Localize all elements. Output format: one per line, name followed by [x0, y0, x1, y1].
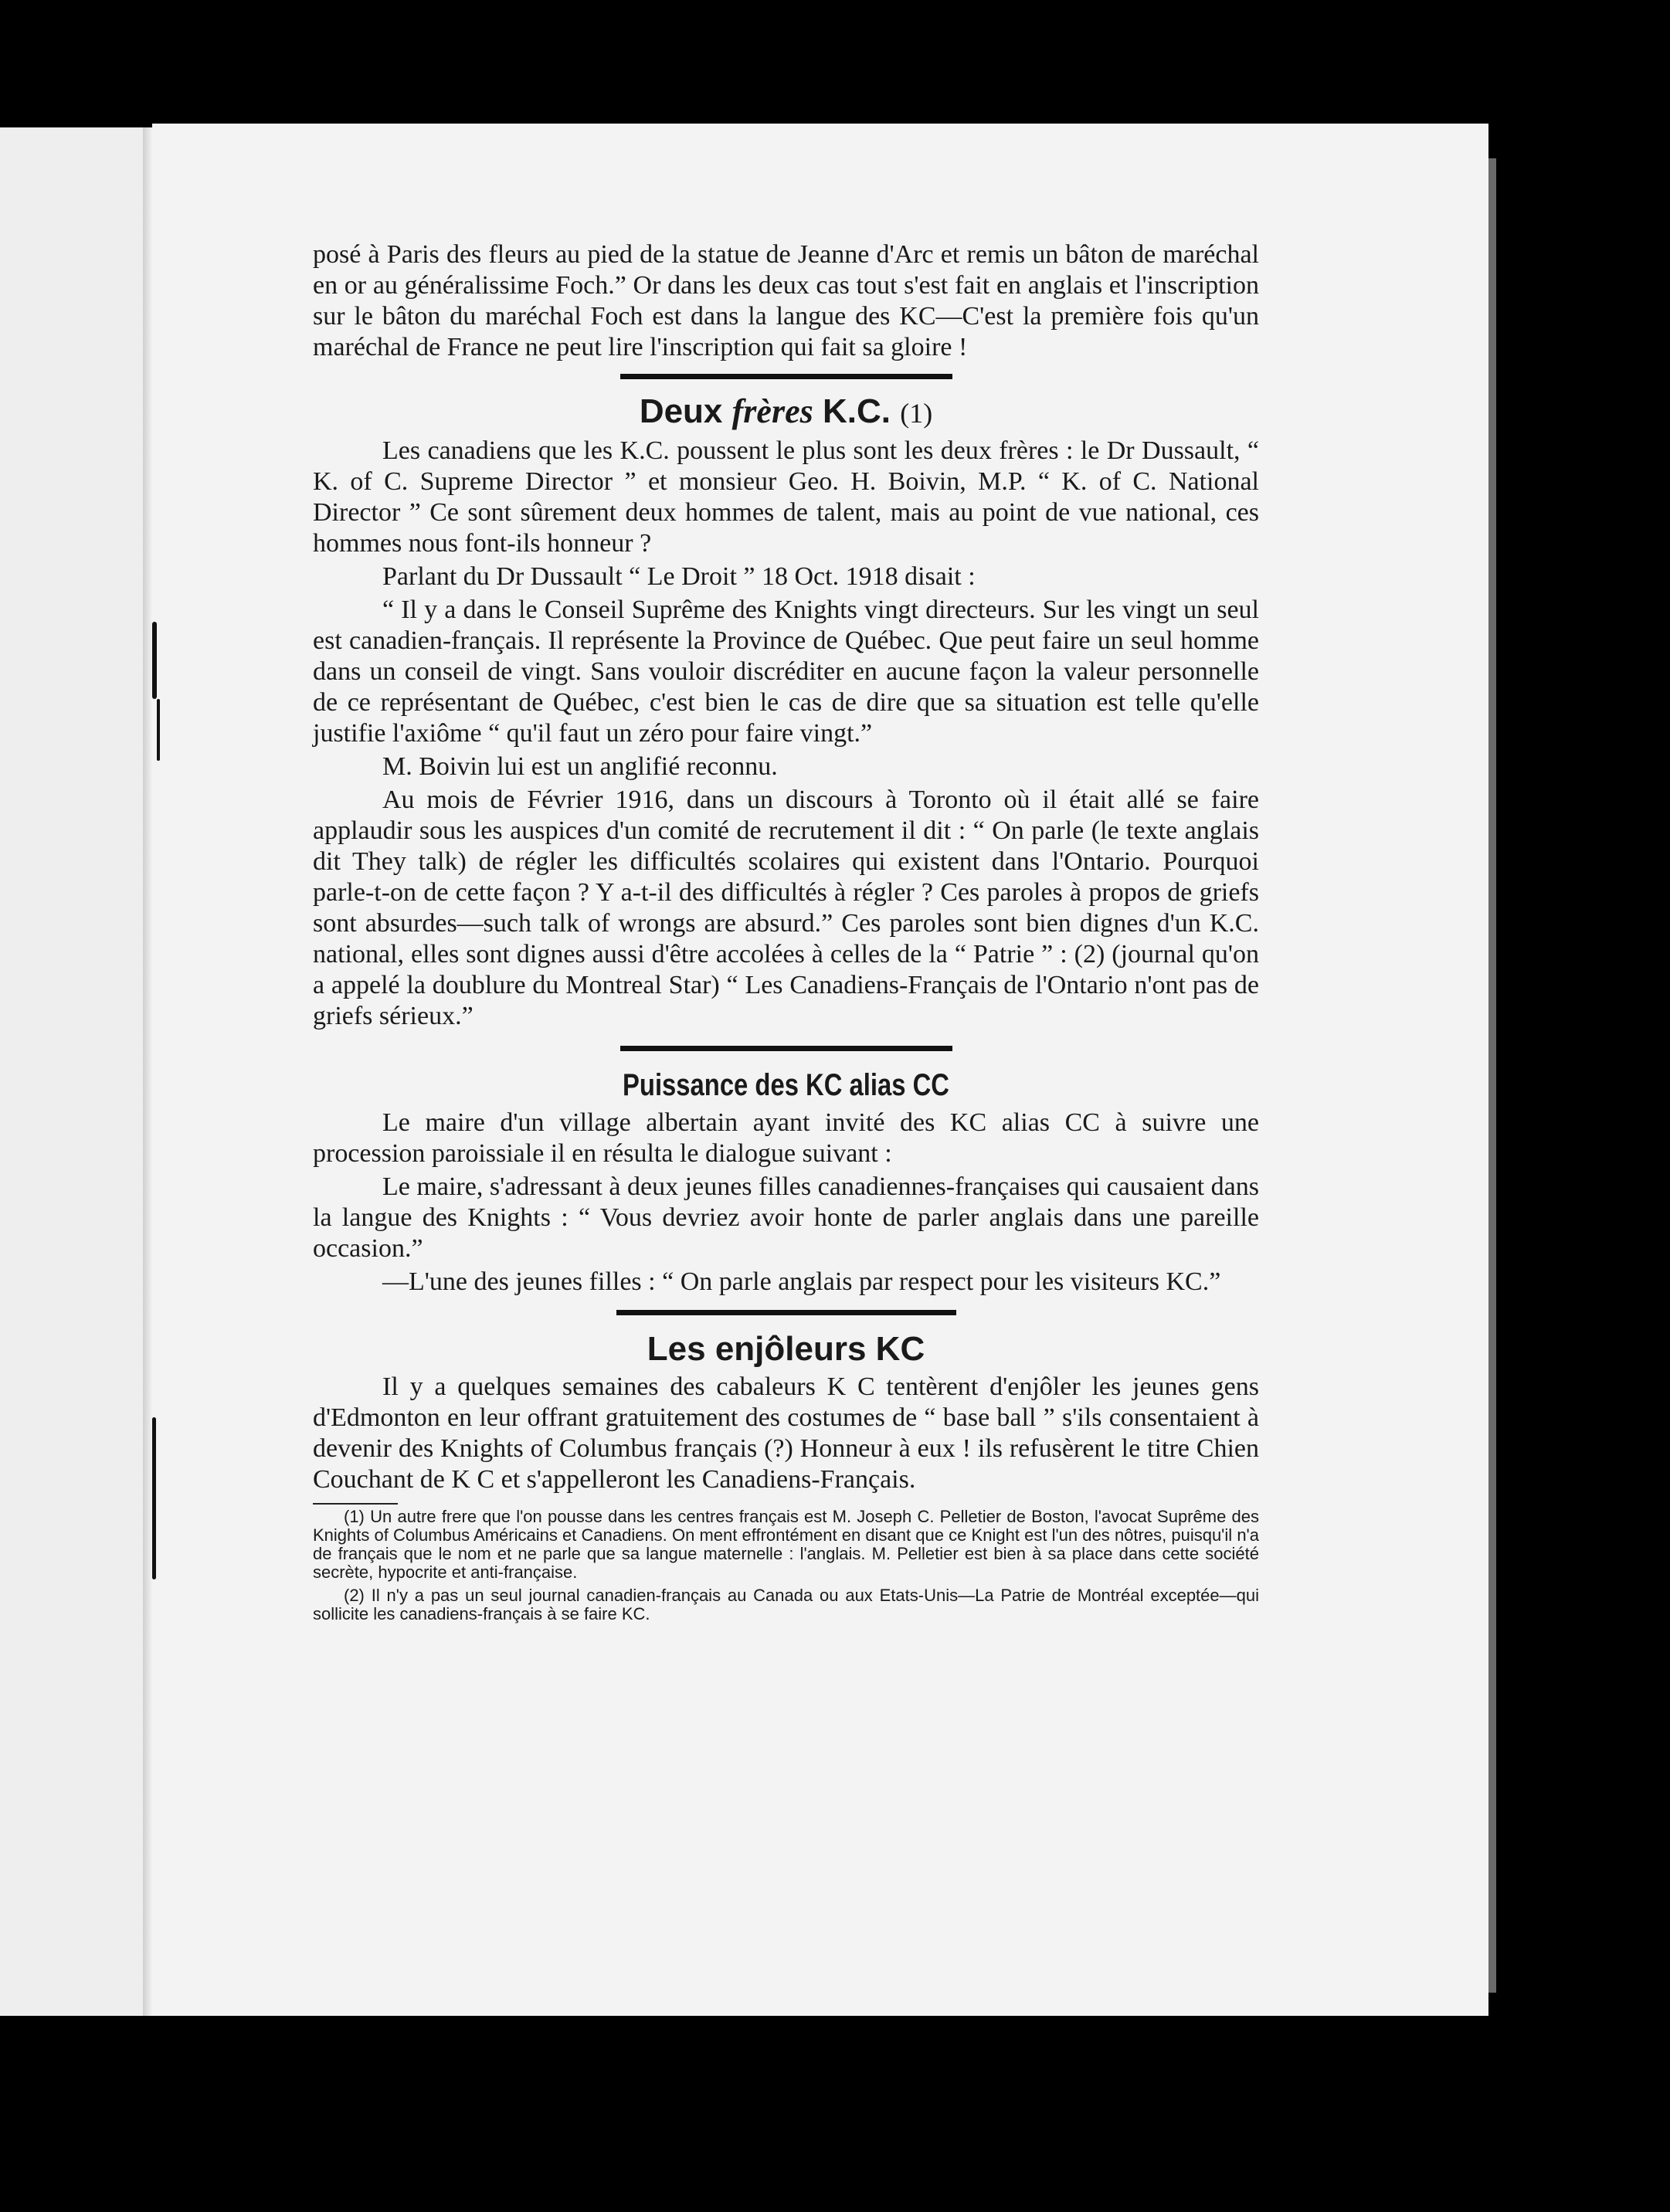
heading-text: Deux — [639, 392, 732, 430]
footnote-divider — [313, 1503, 398, 1505]
paragraph: Les canadiens que les K.C. poussent le plus sont les deux frères : le Dr Dussault, “ K. of C. Supreme Director ” et monsieur Geo. H. Boivin, M.P. “ K. of C. National Director ” Ce sont sûrement deux hommes de talent, mais au point de vue national, ces hommes nous font-ils honneur ? — [313, 436, 1259, 558]
section-divider — [620, 374, 952, 379]
paragraph: Au mois de Février 1916, dans un discours à Toronto où il était allé se faire applaudir sous les auspices d'un comité de recrutement il dit : “ On parle (le texte anglais dit They talk) de régler les difficultés scolaires qui existent dans l'Ontario. Pourquoi parle-t-on de cette façon ? Y a-t-il des difficultés à régler ? Ces paroles à propos de griefs sont absurdes—such talk of wrongs are absurd.” Ces paroles sont bien dignes d'un K.C. national, elles sont dignes aussi d'être accolées à celles de la “ Patrie ” : (2) (journal qu'on a appelé la doublure du Montreal Star) “ Les Canadiens-Français de l'Ontario n'ont pas de griefs sérieux.” — [313, 785, 1259, 1030]
page-content — [313, 239, 1259, 1623]
section-deux-freres — [313, 392, 1259, 1032]
footnote-marker: (1) — [900, 398, 933, 429]
heading-text: K.C. — [813, 392, 891, 430]
section-divider — [620, 1046, 952, 1051]
paragraph: Le maire d'un village albertain ayant invité des KC alias CC à suivre une procession paroissiale il en résulta le dialogue suivant : — [313, 1108, 1259, 1168]
section-heading: Les enjôleurs KC — [647, 1330, 925, 1368]
section-heading: Puissance des KC alias CC — [623, 1068, 949, 1102]
quotation-paragraph: “ Il y a dans le Conseil Suprême des Knights vingt directeurs. Sur les vingt un seul est canadien-français. Il représente la Province de Québec. Que peut faire un seul homme dans un conseil de vingt. Sans vouloir discréditer en aucune façon la valeur personnelle de ce représentant de Québec, c'est bien le cas de dire que sa situation est telle qu'elle justifie l'axiôme “ qu'il faut un zéro pour faire vingt.” — [313, 595, 1259, 748]
heading-italic-text: frères — [731, 392, 813, 430]
binding-mark — [152, 1417, 156, 1579]
footnote: (2) Il n'y a pas un seul journal canadien-français au Canada ou aux Etats-Unis—La Patrie de Montréal exceptée—qui sollicite les canadiens-français à se faire KC. — [313, 1586, 1259, 1623]
section-heading — [313, 392, 1259, 433]
page-gutter — [143, 127, 152, 2016]
opening-paragraph: posé à Paris des fleurs au pied de la statue de Jeanne d'Arc et remis un bâton de maréchal en or au généralissime Foch.” Or dans les deux cas tout s'est fait en anglais et l'inscription sur le bâton du maréchal Foch est dans la langue des KC—C'est la première fois qu'un maréchal de France ne peut lire l'inscription qui fait sa gloire ! — [313, 240, 1259, 361]
binding-mark — [157, 699, 160, 761]
binding-mark — [152, 622, 157, 699]
paragraph: Le maire, s'adressant à deux jeunes filles canadiennes-françaises qui causaient dans la langue des Knights : “ Vous devriez avoir honte de parler anglais dans une pareille occasion.” — [313, 1172, 1259, 1263]
section-puissance — [313, 1065, 1259, 1298]
paragraph: Parlant du Dr Dussault “ Le Droit ” 18 Oct. 1918 disait : — [382, 562, 976, 591]
paragraph: Il y a quelques semaines des cabaleurs K C tentèrent d'enjôler les jeunes gens d'Edmonton en leur offrant gratuitement des costumes de “ base ball ” s'ils consentaient à devenir des Knights of Columbus français (?) Honneur à eux ! ils refusèrent le titre Chien Couchant de K C et s'appelleront les Canadiens-Français. — [313, 1372, 1259, 1494]
footnote: (1) Un autre frere que l'on pousse dans les centres français est M. Joseph C. Pelletier de Boston, l'avocat Suprême des Knights of Columbus Américains et Canadiens. On ment effrontément en disant que ce Knight est l'un des nôtres, puisqu'il n'a de français que le nom et ne parle que sa langue maternelle : l'anglais. M. Pelletier est bien à sa place dans cette société secrète, hypocrite et anti-française. — [313, 1507, 1259, 1582]
paragraph: M. Boivin lui est un anglifié reconnu. — [382, 752, 778, 781]
section-enjoleurs — [313, 1329, 1259, 1495]
section-divider — [616, 1310, 956, 1315]
page-edge-shadow — [1488, 158, 1496, 1993]
paragraph: —L'une des jeunes filles : “ On parle anglais par respect pour les visiteurs KC.” — [382, 1267, 1221, 1296]
previous-page-edge — [0, 127, 143, 2016]
